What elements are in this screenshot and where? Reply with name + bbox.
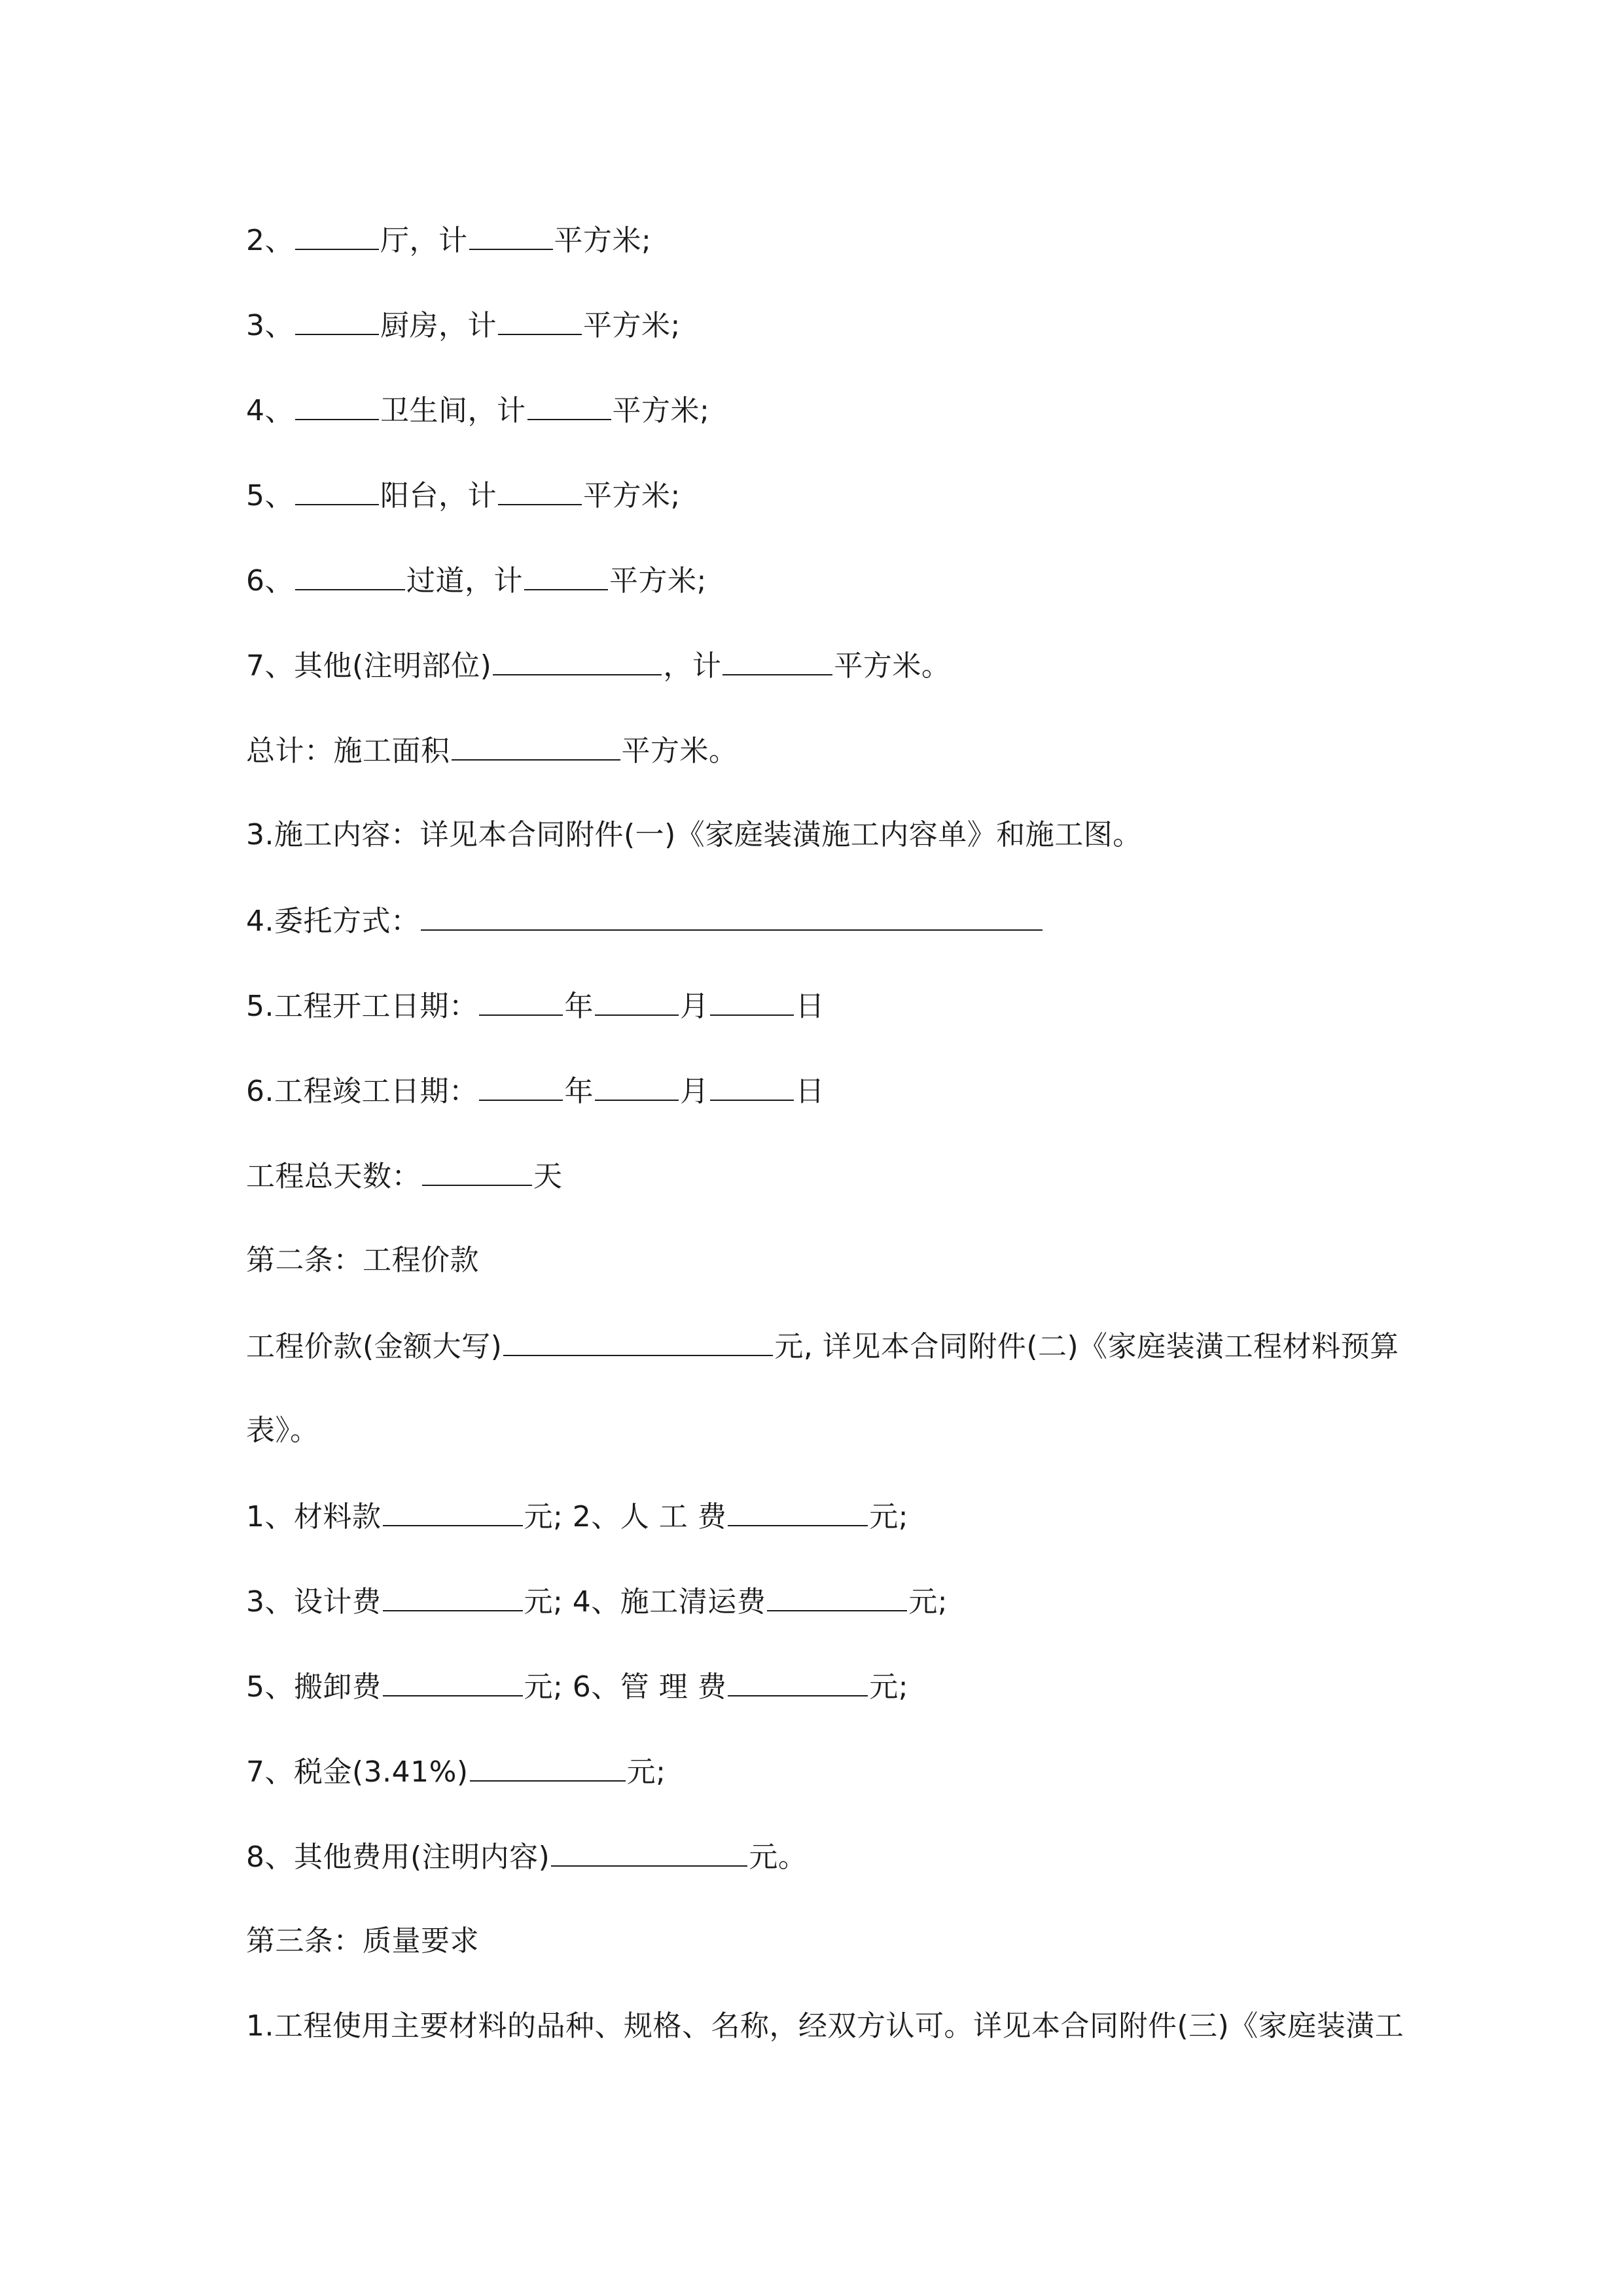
project-price-cont-line: 表》。 (246, 1414, 319, 1447)
other-area-blank[interactable] (722, 645, 832, 675)
project-price-line (246, 1326, 1399, 1365)
material-fee-label: 1、材料款 (246, 1500, 382, 1534)
corridor-area-blank[interactable] (524, 560, 608, 590)
unit-label: 平方米; (583, 479, 681, 512)
day-label: 日 (795, 990, 825, 1023)
article-two-heading: 第二条：工程价款 (246, 1244, 479, 1277)
area-bathroom-line (246, 390, 709, 429)
area-corridor-line (246, 560, 707, 600)
article-three-heading: 第三条：质量要求 (246, 1924, 479, 1958)
start-day-blank[interactable] (710, 986, 794, 1016)
currency-label: 元。 (749, 1840, 808, 1874)
price-amount-blank[interactable] (503, 1326, 773, 1356)
labor-fee-blank[interactable] (728, 1496, 868, 1526)
day-label: 日 (795, 1075, 825, 1108)
area-hall-line (246, 220, 651, 259)
fee-line-3 (246, 1666, 908, 1706)
item-number: 2、 (246, 224, 294, 257)
start-year-blank[interactable] (479, 986, 563, 1016)
area-kitchen-line (246, 305, 681, 344)
currency-label: 元; (626, 1755, 666, 1789)
end-year-blank[interactable] (479, 1071, 563, 1101)
kitchen-label: 厨房，计 (380, 309, 497, 342)
end-date-label: 6.工程竣工日期： (246, 1075, 478, 1108)
year-label: 年 (564, 990, 594, 1023)
item-number: 6、 (246, 564, 294, 598)
end-day-blank[interactable] (710, 1071, 794, 1101)
work-content-line: 3.施工内容：详见本合同附件(一)《家庭装潢施工内容单》和施工图。 (246, 818, 1142, 852)
unit-label: 平方米; (583, 309, 681, 342)
total-days-label: 工程总天数： (246, 1160, 421, 1193)
currency-label: 元; (869, 1670, 909, 1704)
area-other-line (246, 645, 950, 685)
balcony-area-blank[interactable] (498, 475, 582, 505)
tax-blank[interactable] (470, 1751, 626, 1782)
currency-label: 元; (869, 1500, 909, 1534)
item-number: 4、 (246, 394, 294, 427)
start-date-line (246, 986, 825, 1025)
kitchen-area-blank[interactable] (498, 305, 582, 335)
currency-label: 元; (908, 1585, 948, 1619)
fee-line-1 (246, 1496, 908, 1535)
unit-label: 平方米; (554, 224, 652, 257)
commission-method-blank[interactable] (421, 901, 1043, 931)
quality-clause-line: 1.工程使用主要材料的品种、规格、名称，经双方认可。详见本合同附件(三)《家庭装潢工 (246, 2009, 1404, 2043)
labor-fee-label: 元; 2、人 工 费 (524, 1500, 727, 1534)
total-area-blank[interactable] (452, 730, 620, 761)
month-label: 月 (679, 1075, 709, 1108)
total-days-blank[interactable] (422, 1156, 532, 1186)
other-fee-label: 8、其他费用(注明内容) (246, 1840, 550, 1874)
design-fee-blank[interactable] (383, 1581, 523, 1611)
balcony-count-blank[interactable] (295, 475, 379, 505)
design-fee-label: 3、设计费 (246, 1585, 382, 1619)
other-total-label: ，计 (663, 649, 722, 683)
end-date-line (246, 1071, 825, 1110)
handling-fee-label: 5、搬卸费 (246, 1670, 382, 1704)
management-fee-blank[interactable] (728, 1666, 868, 1696)
area-balcony-line (246, 475, 681, 514)
material-fee-blank[interactable] (383, 1496, 523, 1526)
cleanup-fee-label: 元; 4、施工清运费 (524, 1585, 766, 1619)
start-date-label: 5.工程开工日期： (246, 990, 478, 1023)
bathroom-count-blank[interactable] (295, 390, 379, 420)
hall-area-blank[interactable] (469, 220, 553, 250)
end-month-blank[interactable] (595, 1071, 679, 1101)
hall-label: 厅，计 (380, 224, 468, 257)
other-fee-line (246, 1837, 807, 1876)
total-area-line (246, 730, 738, 770)
price-note: 元, 详见本合同附件(二)《家庭装潢工程材料预算 (774, 1330, 1399, 1363)
start-month-blank[interactable] (595, 986, 679, 1016)
days-unit-label: 天 (533, 1160, 563, 1193)
kitchen-count-blank[interactable] (295, 305, 379, 335)
item-number: 3、 (246, 309, 294, 342)
unit-label: 平方米; (609, 564, 707, 598)
fee-line-2 (246, 1581, 948, 1621)
unit-label: 平方米。 (621, 734, 738, 768)
tax-line (246, 1751, 666, 1791)
item-number: 5、 (246, 479, 294, 512)
month-label: 月 (679, 990, 709, 1023)
other-fee-blank[interactable] (551, 1837, 747, 1867)
price-label: 工程价款(金额大写) (246, 1330, 503, 1363)
year-label: 年 (564, 1075, 594, 1108)
commission-method-label: 4.委托方式： (246, 905, 420, 938)
management-fee-label: 元; 6、管 理 费 (524, 1670, 727, 1704)
other-label: 7、其他(注明部位) (246, 649, 492, 683)
unit-label: 平方米; (612, 394, 710, 427)
corridor-label: 过道，计 (406, 564, 523, 598)
total-days-line (246, 1156, 563, 1195)
total-area-label: 总计：施工面积 (246, 734, 450, 768)
balcony-label: 阳台，计 (380, 479, 497, 512)
bathroom-area-blank[interactable] (527, 390, 611, 420)
corridor-count-blank[interactable] (295, 560, 405, 590)
hall-count-blank[interactable] (295, 220, 379, 250)
commission-method-line (246, 901, 1044, 940)
unit-label: 平方米。 (834, 649, 951, 683)
cleanup-fee-blank[interactable] (767, 1581, 907, 1611)
tax-label: 7、税金(3.41%) (246, 1755, 469, 1789)
other-location-blank[interactable] (493, 645, 662, 675)
bathroom-label: 卫生间，计 (380, 394, 526, 427)
handling-fee-blank[interactable] (383, 1666, 523, 1696)
